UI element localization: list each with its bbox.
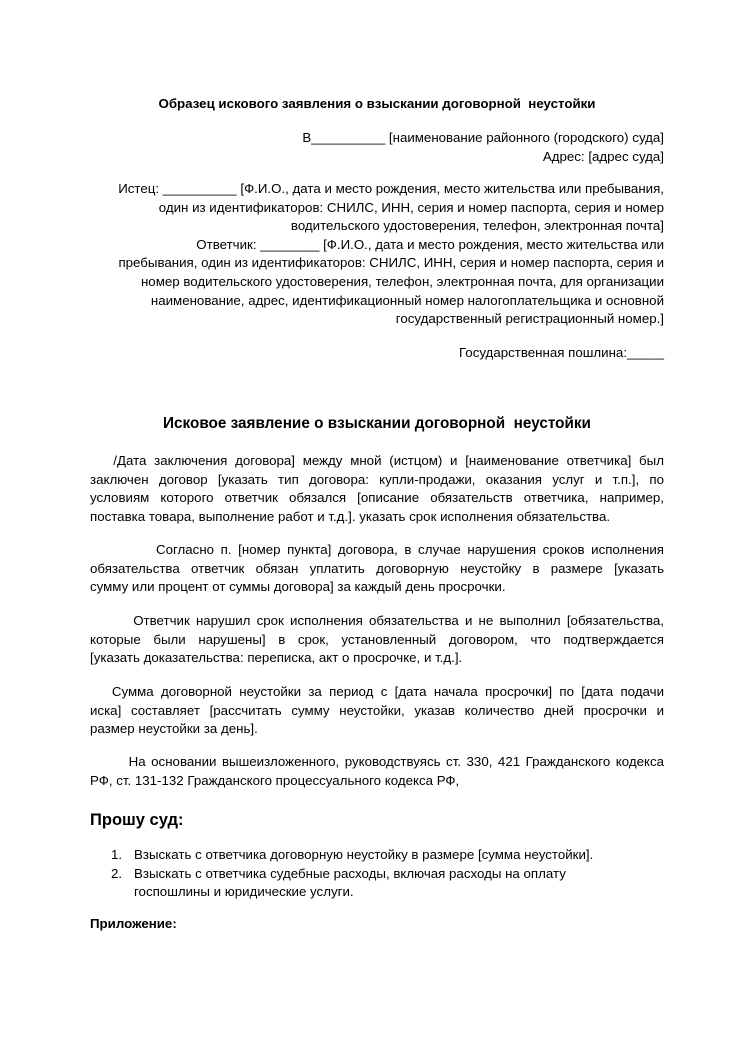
paragraph-line: РФ, ст. 131-132 Гражданского процессуального кодекса РФ, [90, 772, 460, 788]
court-name-line: В__________ [наименование районного (городского) суда] [302, 130, 664, 145]
state-fee: Государственная пошлина:_____ [459, 345, 664, 360]
paragraph-line: которые были нарушены] в срок, установленный договором, что подтверждается [90, 631, 664, 647]
paragraph-line: Сумма договорной неустойки за период с [дата начала просрочки] по [дата подачи [90, 684, 664, 699]
court-addressee [90, 129, 664, 166]
body-paragraph [90, 683, 664, 739]
request-heading: Прошу суд: [90, 811, 184, 829]
list-item [90, 865, 664, 902]
defendant-line: государственный регистрационный номер.] [395, 311, 664, 327]
paragraph-line: условиям которого ответчик обязался [описание обязательств ответчика, например, [90, 490, 664, 506]
claim-title: Исковое заявление о взыскании договорной неустойки [163, 415, 591, 432]
defendant-line: Ответчик: ________ [Ф.И.О., дата и место рождения, место жительства или [196, 236, 664, 252]
plaintiff-line: водительского удостоверения, телефон, электронная почта] [290, 218, 664, 234]
list-item-text: Взыскать с ответчика договорную неустойку в размере [сумма неустойки]. [134, 847, 594, 862]
parties-block [90, 180, 664, 329]
document-title: Образец искового заявления о взыскании договорной неустойки [158, 96, 596, 111]
paragraph-line: иска] составляет [рассчитать сумму неустойки, указав количество дней просрочки и [90, 702, 664, 718]
defendant-line: номер водительского удостоверения, телефон, электронная почта, для организации [140, 273, 664, 289]
court-address-line: Адрес: [адрес суда] [542, 148, 664, 164]
paragraph-line: обязательства ответчик обязан уплатить договорную неустойку в размере [указать [90, 560, 664, 576]
appendix-heading: Приложение: [90, 916, 177, 931]
list-item-text: госпошлины и юридические услуги. [134, 884, 354, 900]
paragraph-line: заключен договор [указать тип договора: купли-продажи, оказания услуг и т.п.], по [90, 471, 664, 487]
defendant-line: наименование, адрес, идентификационный номер налогоплательщика и основной [150, 292, 664, 308]
defendant-line: пребывания, один из идентификаторов: СНИЛС, ИНН, серия и номер паспорта, серия и [118, 255, 664, 271]
paragraph-line: размер неустойки за день]. [90, 721, 258, 737]
paragraph-line: [указать доказательства: переписка, акт о просрочке, и т.д.]. [90, 650, 463, 666]
list-item [90, 846, 664, 865]
plaintiff-line: Истец: __________ [Ф.И.О., дата и место рождения, место жительства или пребывания, [118, 181, 664, 196]
body-paragraph [90, 452, 664, 526]
paragraph-line: Ответчик нарушил срок исполнения обязательства и не выполнил [обязательства, [90, 613, 664, 628]
body-paragraph [90, 612, 664, 668]
paragraph-line: На основании вышеизложенного, руководствуясь ст. 330, 421 Гражданского кодекса [90, 754, 664, 769]
list-item-number: 1. [111, 847, 123, 862]
paragraph-line: сумму или процент от суммы договора] за каждый день просрочки. [90, 579, 506, 595]
plaintiff-line: один из идентификаторов: СНИЛС, ИНН, серия и номер паспорта, серия и номер [158, 199, 664, 215]
paragraph-line: /Дата заключения договора] между мной (истцом) и [наименование ответчика] был [90, 453, 664, 468]
paragraph-line: Согласно п. [номер пункта] договора, в случае нарушения сроков исполнения [90, 542, 664, 557]
list-item-number: 2. [111, 865, 123, 881]
body-paragraph [90, 541, 664, 597]
body-paragraph [90, 753, 664, 790]
paragraph-line: поставка товара, выполнение работ и т.д.]. указать срок исполнения обязательства. [90, 508, 611, 524]
list-item-text: Взыскать с ответчика судебные расходы, включая расходы на оплату [134, 865, 566, 881]
request-list [90, 846, 664, 902]
